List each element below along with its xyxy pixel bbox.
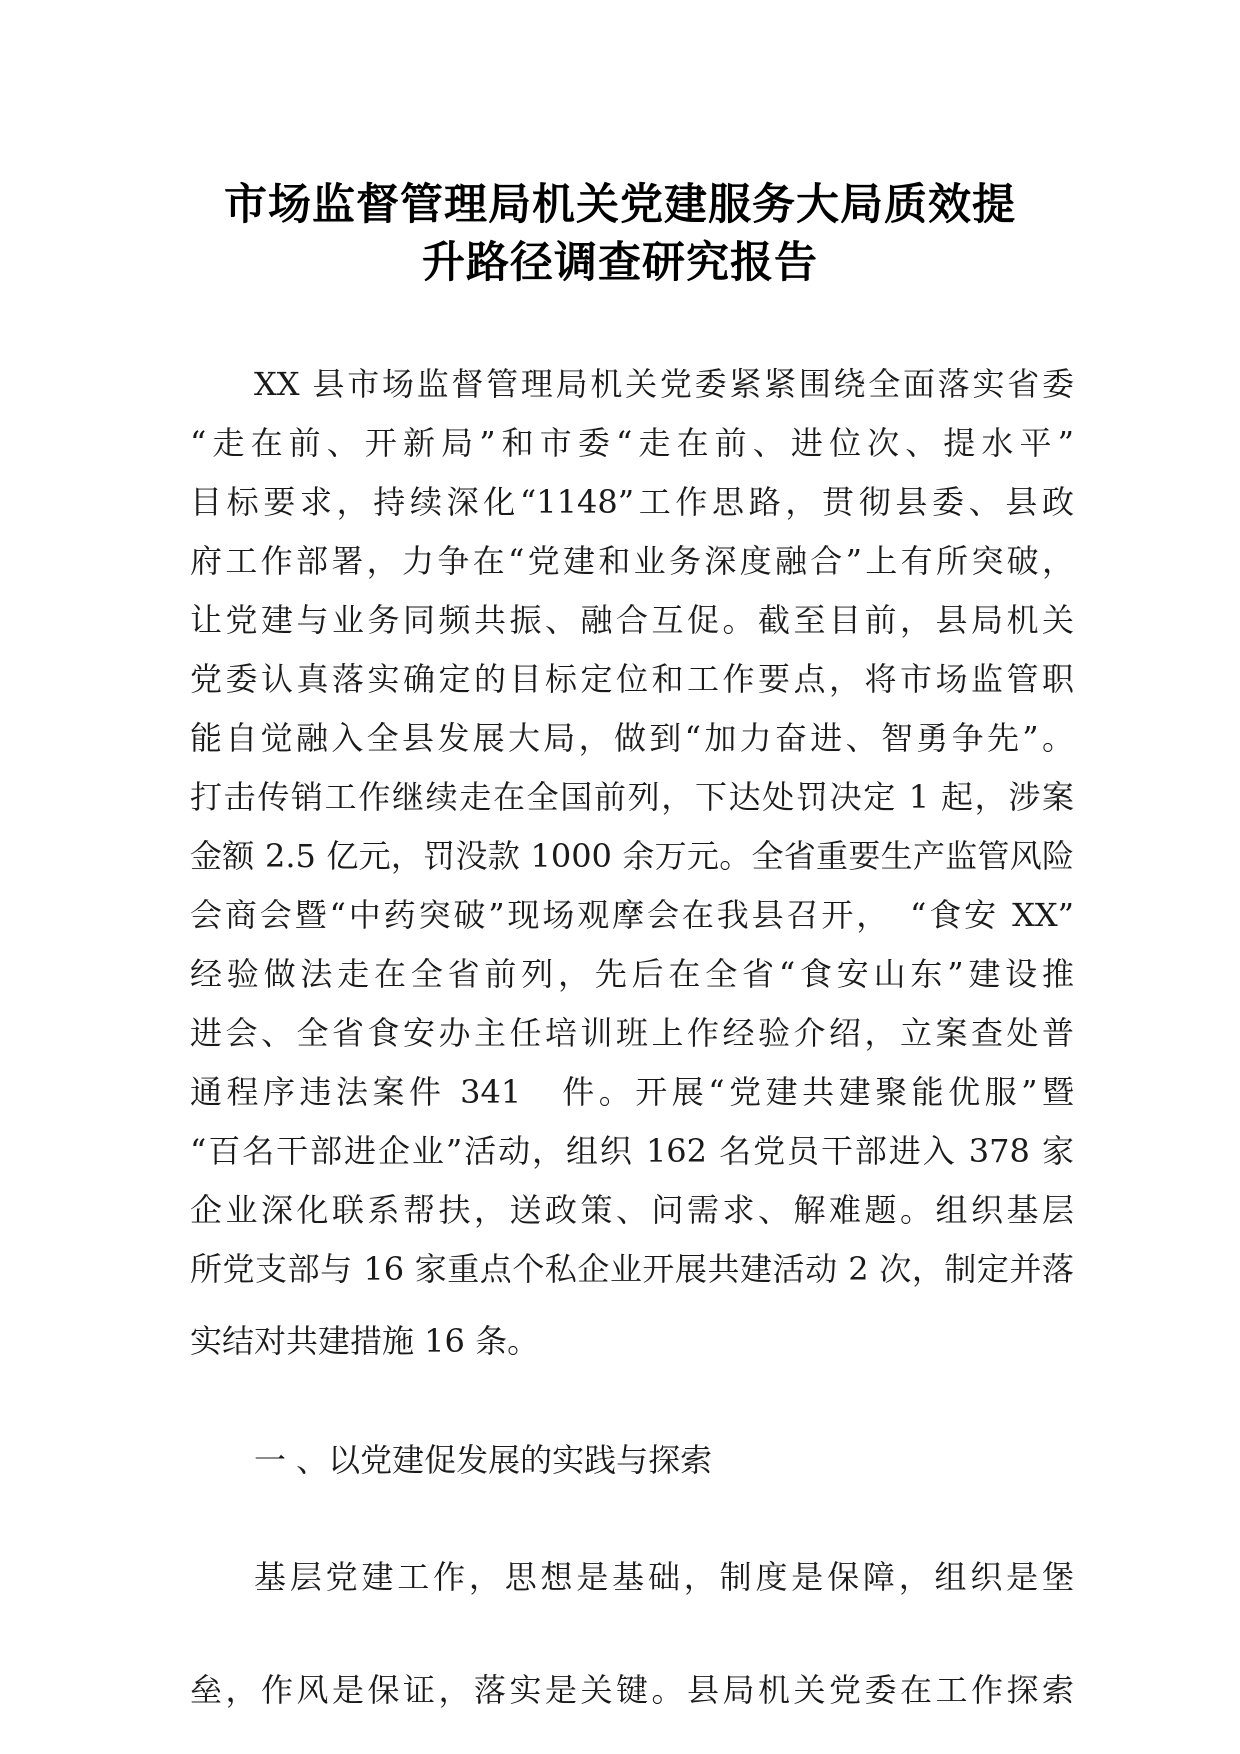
section-heading: 一 、以党建促发展的实践与探索 (254, 1441, 713, 1479)
paragraph-line: 党委认真落实确定的目标定位和工作要点，将市场监管职 (190, 660, 1074, 698)
document-title (150, 176, 1090, 292)
line-spacer (190, 1299, 1074, 1312)
section-spacer (190, 1490, 1074, 1548)
section-spacer (190, 1371, 1074, 1431)
paragraph-line: 府工作部署，力争在“党建和业务深度融合”上有所突破， (190, 542, 1074, 580)
paragraph-line: 垒，作风是保证，落实是关键。县局机关党委在工作探索 (190, 1671, 1074, 1709)
title-line-1: 市场监督管理局机关党建服务大局质效提 (224, 180, 1016, 230)
paragraph-line: 让党建与业务同频共振、融合互促。截至目前，县局机关 (190, 601, 1074, 639)
paragraph-line: 打击传销工作继续走在全国前列，下达处罚决定 1 起，涉案 (190, 778, 1074, 816)
paragraph-line: 目标要求，持续深化“1148”工作思路，贯彻县委、县政 (190, 483, 1074, 521)
paragraph-last-line: 实结对共建措施 16 条。 (190, 1322, 540, 1360)
paragraph-line: XX 县市场监督管理局机关党委紧紧围绕全面落实省委 (254, 365, 1074, 403)
paragraph-line: 基层党建工作，思想是基础，制度是保障，组织是堡 (254, 1558, 1074, 1596)
section-paragraph (190, 1548, 1074, 1720)
title-line-2: 升路径调查研究报告 (422, 238, 818, 288)
paragraph-line: 能自觉融入全县发展大局，做到“加力奋进、智勇争先”。 (190, 719, 1074, 757)
line-spacer (190, 1607, 1074, 1661)
paragraph-line: 经验做法走在全省前列，先后在全省“食安山东”建设推 (190, 955, 1074, 993)
paragraph-line: 所党支部与 16 家重点个私企业开展共建活动 2 次，制定并落 (190, 1250, 1074, 1288)
paragraph-line: 进会、全省食安办主任培训班上作经验介绍，立案查处普 (190, 1014, 1074, 1052)
paragraph-line: 通程序违法案件 341 件。开展“党建共建聚能优服”暨 (190, 1073, 1074, 1111)
paragraph-line: 企业深化联系帮扶，送政策、问需求、解难题。组织基层 (190, 1191, 1074, 1229)
paragraph-line: “走在前、开新局”和市委“走在前、进位次、提水平” (190, 424, 1074, 462)
paragraph-line: 金额 2.5 亿元，罚没款 1000 余万元。全省重要生产监管风险 (190, 837, 1074, 875)
intro-paragraph (190, 355, 1074, 1371)
paragraph-line: 会商会暨“中药突破”现场观摩会在我县召开， “食安 XX” (190, 896, 1074, 934)
paragraph-line: “百名干部进企业”活动，组织 162 名党员干部进入 378 家 (190, 1132, 1074, 1170)
document-body (190, 355, 1074, 1720)
